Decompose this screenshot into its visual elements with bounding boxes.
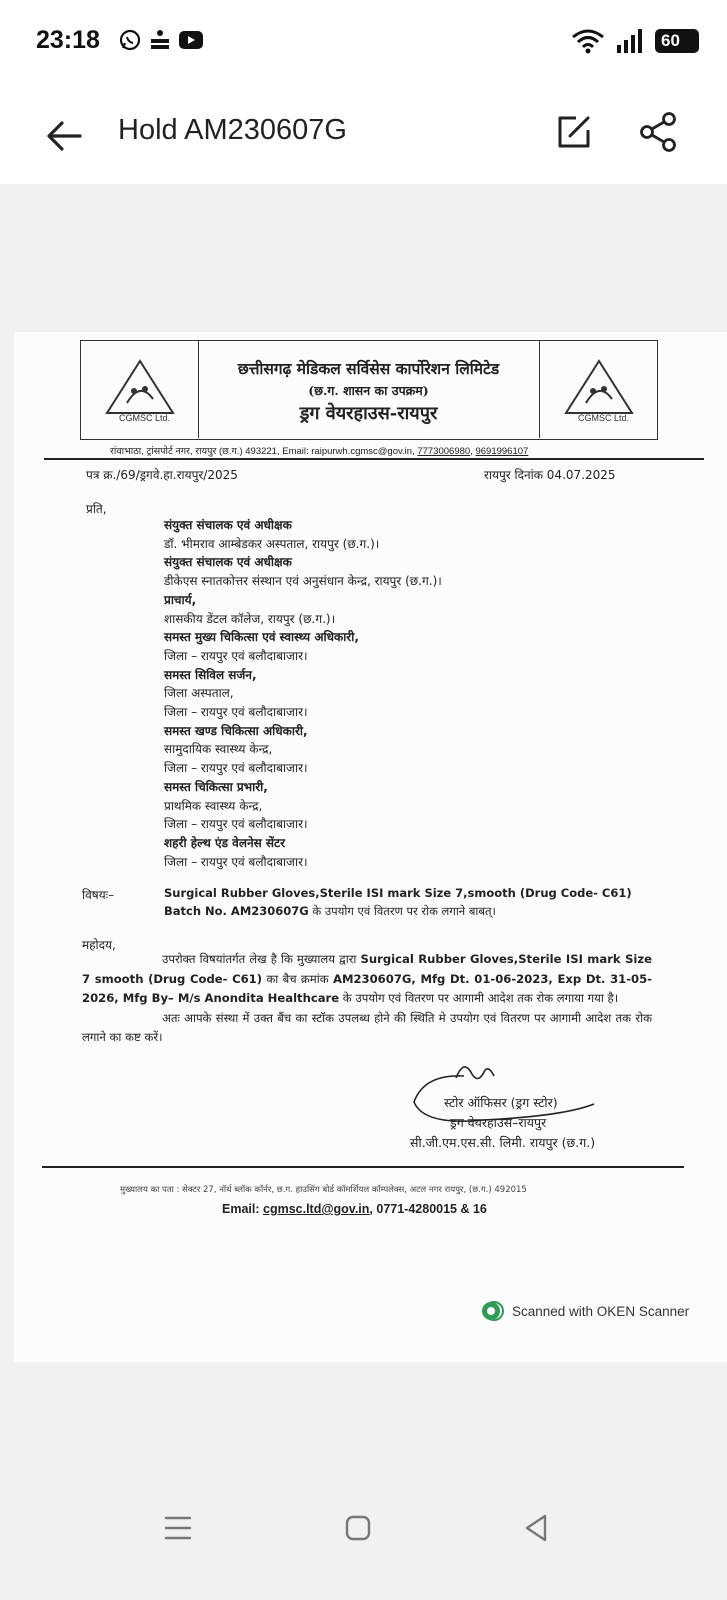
recipient-line: डीकेएस स्नातकोत्तर संस्थान एवं अनुसंधान केन्द्र, रायपुर (छ.ग.)।	[164, 574, 442, 589]
recipient-line: जिला – रायपुर एवं बलौदाबाजार।	[164, 817, 308, 832]
recipient-line: संयुक्त संचालक एवं अधीक्षक	[164, 555, 292, 570]
to-label: प्रति,	[86, 502, 107, 516]
recipient-line: जिला – रायपुर एवं बलौदाबाजार।	[164, 854, 308, 869]
status-time: 23:18	[36, 26, 100, 54]
recipient-line: जिला अस्पताल,	[164, 686, 234, 701]
app-bar	[0, 88, 727, 184]
logo-text: CGMSC Ltd.	[119, 413, 171, 423]
notification-icons	[118, 28, 204, 52]
nav-back-icon	[518, 1510, 554, 1546]
letter-date: रायपुर दिनांक 04.07.2025	[484, 468, 616, 482]
body-p1-d: AM230607G, Mfg Dt. 01-06-2023, Exp Dt. 31-05-2026, Mfg By– M/s Anondita Healthcare	[82, 971, 652, 1005]
signal-icon	[615, 28, 645, 54]
status-bar	[0, 0, 727, 88]
scan-watermark-text: Scanned with OKEN Scanner	[512, 1303, 690, 1319]
share-icon	[636, 110, 680, 154]
share-button[interactable]	[636, 110, 680, 154]
oken-scanner-icon	[480, 1300, 504, 1322]
arrow-back-icon	[40, 110, 92, 162]
signatory-office: ड्रग वेयरहाउस–रायपुर	[450, 1115, 547, 1130]
recipient-line: समस्त मुख्य चिकित्सा एवं स्वास्थ्य अधिकारी,	[164, 630, 359, 645]
recipient-line: समस्त सिविल सर्जन,	[164, 667, 257, 682]
recipient-line: प्राचार्य,	[164, 592, 197, 607]
recipient-line: संयुक्त संचालक एवं अधीक्षक	[164, 518, 292, 532]
salutation: महोदय,	[82, 938, 116, 952]
recent-apps-button[interactable]	[160, 1510, 196, 1546]
home-icon	[340, 1510, 376, 1546]
home-button[interactable]	[340, 1510, 376, 1546]
phone-2: 9691996107	[475, 446, 529, 457]
whatsapp-icon	[118, 28, 142, 52]
body-text	[82, 950, 652, 1048]
cgmsc-logo-left	[81, 341, 199, 438]
subject-label: विषयः–	[82, 888, 115, 902]
body-p1-c: का बैच क्रमांक	[262, 971, 333, 986]
address-text: रांवाभाठा, ट्रांसपोर्ट नगर, रायपुर (छ.ग.) 493221, Email: raipurwh.cgmsc@gov.in,	[110, 446, 418, 457]
footer-email-label: Email:	[222, 1202, 263, 1216]
signature-block	[394, 1054, 654, 1150]
recipient-line: शहरी हेल्थ एंड वेलनेस सेंटर	[164, 835, 286, 850]
letter-ref: पत्र क्र./69/ड्रगवे.हा.रायपुर/2025	[86, 468, 238, 482]
footer-address: मुख्यालय का पता : सेक्टर 27, नॉर्थ ब्लॉक कॉर्नर, छ.ग. हाउसिंग बोर्ड कॉमर्शियल कॉम्पलेक्स, अटल नगर रायपुर, (छ.ग.) 492015	[120, 1185, 527, 1195]
edit-icon	[552, 110, 596, 154]
recipient-line: डॉ. भीमराव आम्बेडकर अस्पताल, रायपुर (छ.ग.)।	[164, 536, 380, 551]
letterhead-address	[110, 444, 528, 457]
divider	[44, 458, 704, 460]
divider	[42, 1166, 684, 1168]
system-icons	[571, 28, 699, 54]
body-p1-a: उपरोक्त विषयांतर्गत लेख है कि मुख्यालय द्वारा	[162, 952, 361, 966]
edit-button[interactable]	[552, 110, 596, 154]
signatory-title: स्टोर ऑफिसर (ड्रग स्टोर)	[444, 1095, 558, 1110]
subject-bold: Surgical Rubber Gloves,Sterile ISI mark Size 7,smooth (Drug Code- C61) Batch No. AM230607G	[164, 886, 632, 918]
back-button[interactable]	[40, 110, 92, 162]
nav-back-button[interactable]	[518, 1510, 554, 1546]
recipient-line: जिला – रायपुर एवं बलौदाबाजार।	[164, 648, 308, 663]
news-app-icon	[148, 28, 172, 52]
recipient-line: समस्त चिकित्सा प्रभारी,	[164, 779, 268, 794]
recipient-line: जिला – रायपुर एवं बलौदाबाजार।	[164, 761, 308, 776]
cgmsc-logo-right	[539, 341, 657, 438]
battery-icon: 60	[655, 29, 699, 53]
recipient-line: समस्त खण्ड चिकित्सा अधिकारी,	[164, 723, 308, 738]
phone-1: 7773006980	[417, 446, 471, 457]
navigation-bar	[0, 1480, 727, 1600]
warehouse-name: ड्रग वेयरहाउस-रायपुर	[299, 403, 438, 424]
recent-apps-icon	[160, 1510, 196, 1546]
org-subtitle: (छ.ग. शासन का उपक्रम)	[308, 383, 429, 398]
phone-separator: ,	[470, 446, 476, 457]
document-page	[14, 332, 727, 1362]
youtube-icon	[178, 30, 204, 50]
letterhead-center	[199, 341, 538, 438]
subject-text	[164, 884, 644, 920]
logo-text: CGMSC Ltd.	[578, 413, 630, 423]
recipient-line: प्राथमिक स्वास्थ्य केन्द्र,	[164, 798, 263, 813]
body-p1-e: के उपयोग एवं वितरण पर आगामी आदेश तक रोक लगाया गया है।	[339, 991, 619, 1005]
body-p1-b: Surgical Rubber Gloves,Sterile ISI mark Size 7 smooth (Drug Code- C61)	[82, 952, 653, 986]
document-viewer[interactable]	[0, 184, 727, 1512]
signatory-org: सी.जी.एम.एस.सी. लिमी. रायपुर (छ.ग.)	[410, 1135, 596, 1150]
wifi-icon	[571, 28, 605, 54]
recipient-line: जिला – रायपुर एवं बलौदाबाजार।	[164, 705, 308, 720]
letterhead	[80, 340, 658, 440]
subject-rest: के उपयोग एवं वितरण पर रोक लगाने बाबत्।	[308, 904, 496, 918]
recipient-list	[164, 516, 684, 871]
body-p2: अतः आपके संस्था में उक्त बैंच का स्टॉक उपलब्ध होने की स्थिति मे उपयोग एवं वितरण पर आगामी आदेश तक रोक लगाने का कष्ट करें।	[82, 1010, 652, 1044]
org-name: छत्तीसगढ़ मेडिकल सर्विसेस कार्पोरेशन लिमिटेड	[237, 359, 500, 378]
page-title: Hold AM230607G	[118, 114, 347, 146]
footer-contact	[222, 1202, 487, 1216]
footer-phone: , 0771-4280015 & 16	[369, 1202, 487, 1216]
scan-watermark	[480, 1300, 689, 1322]
recipient-line: सामुदायिक स्वास्थ्य केन्द्र,	[164, 742, 273, 757]
footer-email: cgmsc.ltd@gov.in	[263, 1202, 370, 1216]
recipient-line: शासकीय डेंटल कॉलेज, रायपुर (छ.ग.)।	[164, 611, 336, 626]
